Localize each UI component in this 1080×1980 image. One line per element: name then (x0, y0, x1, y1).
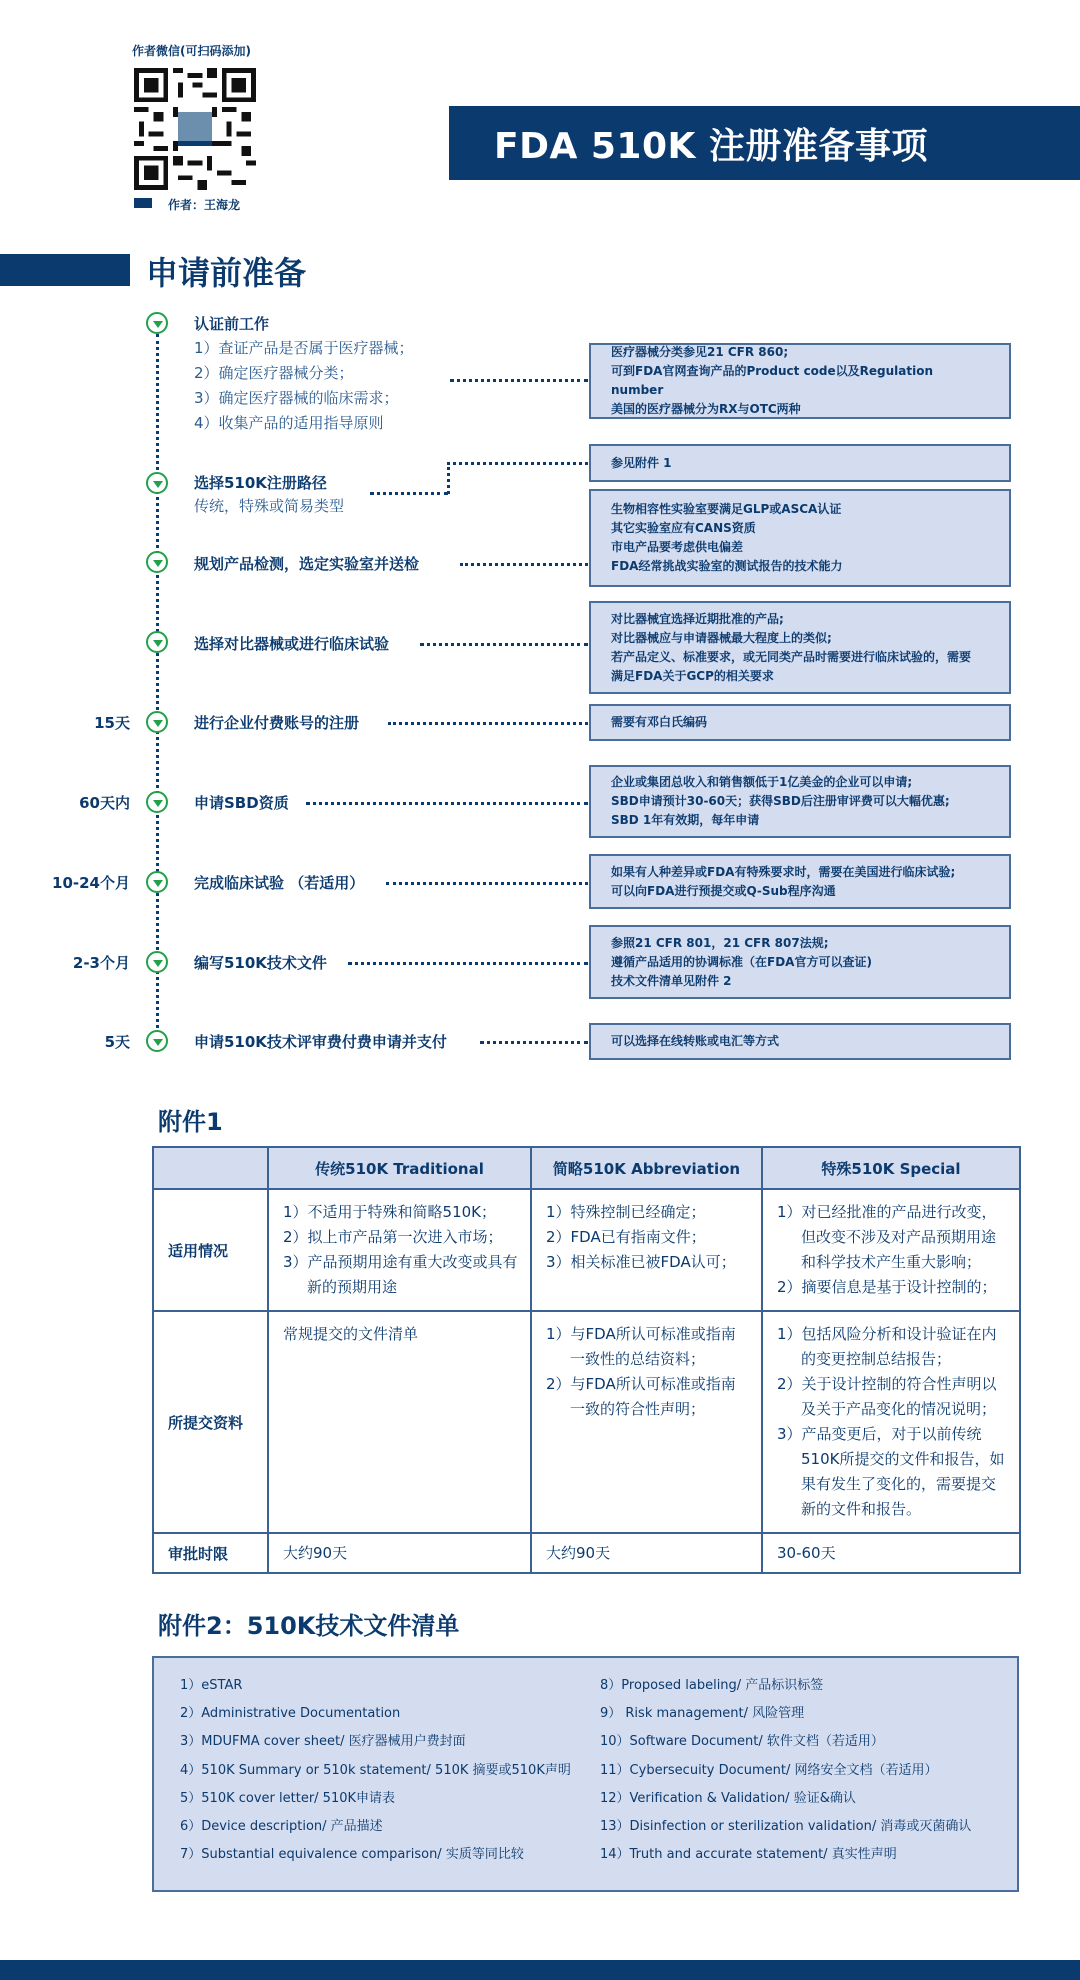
chevron-down-icon (146, 472, 168, 494)
chevron-down-icon (146, 791, 168, 813)
note-box (589, 444, 1011, 482)
table-cell: 1）对已经批准的产品进行改变，但改变不涉及对产品预期用途和科学技术产生重大影响； 2）摘要信息是基于设计控制的； (762, 1189, 1020, 1311)
note-line: 其它实验室应有CANS资质 (611, 521, 756, 535)
column-header: 传统510K Traditional (268, 1147, 531, 1189)
note-box (589, 343, 1011, 419)
section-title: 申请前准备 (146, 254, 307, 292)
row-header: 所提交资料 (153, 1311, 268, 1533)
author-marker (134, 198, 152, 208)
note-box (589, 1023, 1011, 1060)
list-item: 6）Device description/ 产品描述 (180, 1818, 383, 1834)
duration-label: 2-3个月 (72, 954, 130, 972)
step-title: 申请510K技术评审费付费申请并支付 (194, 1033, 447, 1051)
note-line: 需要有邓白氏编码 (611, 715, 708, 729)
comparison-table (152, 1146, 1021, 1574)
note-box (589, 704, 1011, 741)
note-box (589, 925, 1011, 999)
connector (480, 1041, 588, 1044)
step-title: 规划产品检测，选定实验室并送检 (194, 555, 420, 573)
note-line: 若产品定义、标准要求，或无同类产品时需要进行临床试验的，需要 (611, 649, 972, 664)
chevron-down-icon (146, 631, 168, 653)
note-box (589, 854, 1011, 909)
list-item: 9） Risk management/ 风险管理 (600, 1706, 805, 1722)
step-title: 完成临床试验 （若适用） (194, 874, 365, 892)
timeline-line (156, 334, 159, 1040)
chevron-down-icon (146, 871, 168, 893)
connector (460, 563, 588, 566)
document-list-left (180, 1676, 571, 1873)
duration-label: 10-24个月 (52, 874, 130, 892)
list-item: 8）Proposed labeling/ 产品标识标签 (600, 1678, 824, 1693)
section-accent-bar (0, 254, 130, 286)
chevron-down-icon (146, 312, 168, 334)
note-line: FDA经常挑战实验室的测试报告的技术能力 (611, 559, 843, 573)
column-header: 特殊510K Special (762, 1147, 1020, 1189)
appendix1-title: 附件1 (158, 1108, 223, 1136)
table-row (153, 1311, 1020, 1533)
list-item: 13）Disinfection or sterilization validation/ 消毒或灭菌确认 (600, 1818, 972, 1834)
column-header: 简略510K Abbreviation (531, 1147, 762, 1189)
note-line: 可以向FDA进行预提交或Q-Sub程序沟通 (611, 883, 836, 898)
footer-bar (0, 1960, 1080, 1980)
step-sub: 3）确定医疗器械的临床需求； (194, 389, 399, 407)
note-line: SBD 1年有效期，每年申请 (611, 813, 760, 827)
step-title: 进行企业付费账号的注册 (194, 714, 360, 732)
table-cell: 1）包括风险分析和设计验证在内的变更控制总结报告； 2）关于设计控制的符合性声明以及关于产品变化的情况说明； 3）产品变更后，对于以前传统510K所提交的文件和报告，如果有发生了变化的，需要提交新的文件和报告。 (762, 1311, 1020, 1533)
note-box (589, 601, 1011, 694)
note-box (589, 489, 1011, 587)
table-cell: 30-60天 (762, 1533, 1020, 1573)
step-sub: 传统，特殊或简易类型 (194, 497, 345, 515)
table-header-row (153, 1147, 1020, 1189)
list-item: 3）MDUFMA cover sheet/ 医疗器械用户费封面 (180, 1734, 466, 1750)
list-item: 4）510K Summary or 510k statement/ 510K 摘要或510K声明 (180, 1762, 571, 1778)
qr-label: 作者微信(可扫码添加) (132, 44, 251, 58)
row-header: 审批时限 (153, 1533, 268, 1573)
page-title: FDA 510K 注册准备事项 (494, 126, 928, 167)
step-sub: 4）收集产品的适用指导原则 (194, 414, 384, 432)
note-line: 遵循产品适用的协调标准（在FDA官方可以查证) (611, 954, 872, 969)
note-line: 参见附件 1 (611, 455, 672, 470)
appendix2-title: 附件2：510K技术文件清单 (158, 1612, 460, 1640)
note-line: 技术文件清单见附件 2 (611, 973, 732, 988)
note-line: 美国的医疗器械分为RX与OTC两种 (611, 402, 801, 416)
note-line: 满足FDA关于GCP的相关要求 (611, 668, 774, 683)
note-line: 企业或集团总收入和销售额低于1亿美金的企业可以申请; (611, 775, 913, 789)
step-title: 申请SBD资质 (194, 794, 289, 812)
step-title: 选择对比器械或进行临床试验 (194, 635, 390, 653)
chevron-down-icon (146, 711, 168, 733)
step-title: 选择510K注册路径 (194, 474, 327, 492)
table-cell: 1）不适用于特殊和简略510K； 2）拟上市产品第一次进入市场； 3）产品预期用途有重大改变或具有新的预期用途 (268, 1189, 531, 1311)
connector (348, 962, 588, 965)
table-cell: 1）特殊控制已经确定； 2）FDA已有指南文件； 3）相关标准已被FDA认可； (531, 1189, 762, 1311)
note-line: 如果有人种差异或FDA有特殊要求时，需要在美国进行临床试验; (611, 864, 956, 879)
column-header (153, 1147, 268, 1189)
list-item: 12）Verification & Validation/ 验证&确认 (600, 1790, 856, 1806)
list-item: 2）Administrative Documentation (180, 1706, 401, 1722)
table-row (153, 1533, 1020, 1573)
connector (450, 379, 588, 382)
list-item: 1）eSTAR (180, 1678, 243, 1693)
chevron-down-icon (146, 551, 168, 573)
duration-label: 15天 (94, 714, 130, 732)
row-header: 适用情况 (153, 1189, 268, 1311)
author-name: 作者：王海龙 (168, 198, 241, 212)
step-sub: 2）确定医疗器械分类； (194, 364, 354, 382)
connector (386, 882, 588, 885)
list-item: 14）Truth and accurate statement/ 真实性声明 (600, 1847, 897, 1863)
note-line: SBD申请预计30-60天；获得SBD后注册审评费可以大幅优惠; (611, 794, 950, 808)
qr-code-image (134, 68, 256, 190)
list-item: 10）Software Document/ 软件文档（若适用） (600, 1734, 884, 1750)
note-line: 可到FDA官网查询产品的Product code以及Regulation number (611, 364, 934, 397)
document-list-right (600, 1676, 971, 1873)
connector (370, 492, 448, 495)
note-line: 对比器械宜选择近期批准的产品; (611, 611, 784, 626)
chevron-down-icon (146, 1030, 168, 1052)
note-line: 生物相容性实验室要满足GLP或ASCA认证 (611, 502, 842, 516)
connector (306, 802, 588, 805)
table-cell: 1）与FDA所认可标准或指南一致性的总结资料； 2）与FDA所认可标准或指南一致的符合性声明； (531, 1311, 762, 1533)
document-list-box (152, 1656, 1019, 1892)
duration-label: 5天 (104, 1033, 130, 1051)
step-title: 编写510K技术文件 (194, 954, 327, 972)
note-box (589, 765, 1011, 838)
connector (447, 462, 450, 494)
table-cell: 大约90天 (268, 1533, 531, 1573)
connector (420, 643, 588, 646)
table-cell: 常规提交的文件清单 (268, 1311, 531, 1533)
chevron-down-icon (146, 951, 168, 973)
note-line: 市电产品要考虑供电偏差 (611, 540, 744, 554)
step-title: 认证前工作 (194, 315, 270, 333)
step-sub: 1）查证产品是否属于医疗器械； (194, 339, 414, 357)
table-cell: 大约90天 (531, 1533, 762, 1573)
table-row (153, 1189, 1020, 1311)
note-line: 参照21 CFR 801，21 CFR 807法规; (611, 935, 829, 950)
list-item: 7）Substantial equivalence comparison/ 实质等同比较 (180, 1847, 524, 1863)
connector (388, 722, 588, 725)
list-item: 11）Cybersecuity Document/ 网络安全文档（若适用） (600, 1762, 938, 1778)
list-item: 5）510K cover letter/ 510K申请表 (180, 1790, 396, 1806)
note-line: 对比器械应与申请器械最大程度上的类似; (611, 630, 832, 645)
note-line: 可以选择在线转账或电汇等方式 (611, 1034, 780, 1048)
duration-label: 60天内 (79, 794, 130, 812)
note-line: 医疗器械分类参见21 CFR 860; (611, 345, 789, 359)
connector (447, 462, 588, 465)
